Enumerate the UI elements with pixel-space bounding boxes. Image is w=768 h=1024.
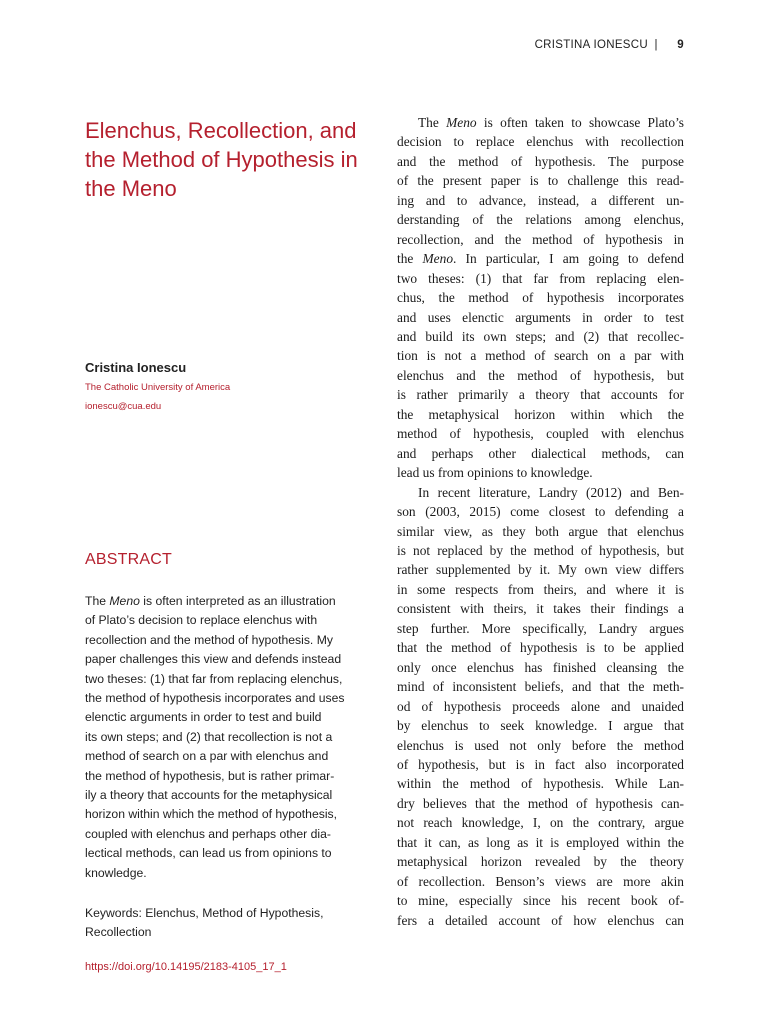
body-line (397, 774, 684, 793)
body-line (397, 113, 684, 132)
text-segment: lead us from opinions to knowledge. (397, 465, 593, 481)
text-segment: and uses elenctic arguments in order to test (397, 309, 684, 325)
body-line (397, 444, 684, 463)
article-title: Elenchus, Recollection, and the Method of Hypothesis in the Meno (85, 118, 358, 201)
text-segment: and perhaps other dialectical methods, can (397, 445, 684, 461)
body-line (397, 424, 684, 443)
body-line (397, 308, 684, 327)
text-segment: that the method of hypothesis is to be applied (397, 640, 684, 656)
abstract-line (85, 670, 375, 689)
abstract-line (85, 631, 375, 650)
body-line (397, 366, 684, 385)
body-line (397, 327, 684, 346)
body-line (397, 833, 684, 852)
text-segment: derstanding of the relations among elenchus, (397, 212, 684, 228)
abstract-line (85, 708, 375, 727)
text-segment: of the present paper is to challenge this read- (397, 173, 684, 189)
doi-link[interactable]: https://doi.org/10.14195/2183-4105_17_1 (85, 961, 287, 973)
text-segment: od of hypothesis proceeds alone and unaided (397, 698, 684, 714)
text-segment: elenchus is used not only before the method (397, 737, 684, 753)
page-number: 9 (677, 39, 684, 51)
body-line (397, 560, 684, 579)
abstract-line (85, 844, 375, 863)
author-name: Cristina Ionescu (85, 360, 187, 375)
abstract-line (85, 611, 375, 630)
running-header-author: CRISTINA IONESCU (534, 39, 648, 51)
body-line (397, 794, 684, 813)
text-segment: chus, the method of hypothesis incorporates (397, 290, 684, 306)
abstract-line (85, 786, 375, 805)
keywords-line: Keywords: Elenchus, Method of Hypothesis, (85, 906, 324, 920)
body-line (397, 191, 684, 210)
author-email-link[interactable]: ionescu@cua.edu (85, 401, 162, 412)
text-segment: of hypothesis, but is in fact also incorporated (397, 756, 684, 772)
text-segment: the method of hypothesis incorporates and uses (85, 691, 345, 706)
text-segment: ily a theory that accounts for the metaphysical (85, 788, 333, 803)
abstract-line (85, 805, 375, 824)
text-segment: coupled with elenchus and perhaps other dia- (85, 826, 331, 841)
running-header (535, 39, 684, 51)
abstract-line (85, 650, 375, 669)
text-segment: not reach knowledge, I, on the contrary, argue (397, 815, 684, 831)
text-segment: of recollection. Benson’s views are more akin (397, 873, 684, 889)
body-line (397, 346, 684, 365)
text-segment: within the method of hypothesis. While Lan- (397, 776, 684, 792)
text-segment: the metaphysical horizon within which the (397, 406, 684, 422)
text-segment: recollection, and the method of hypothesis in (397, 231, 684, 247)
body-line (397, 716, 684, 735)
body-line (397, 249, 684, 268)
text-segment: The (85, 594, 110, 608)
text-segment: of Plato’s decision to replace elenchus with (85, 613, 318, 628)
text-segment: only once elenchus has finished cleansing the (397, 659, 684, 675)
body-line (397, 405, 684, 424)
running-header-separator: | (654, 39, 658, 51)
text-segment: the method of hypothesis, but is rather primar- (85, 768, 335, 783)
abstract-line (85, 747, 375, 766)
text-segment: recollection and the method of hypothesis. My (85, 632, 333, 647)
text-segment: tion is not a method of search on a par with (397, 348, 684, 364)
text-segment: step further. More specifically, Landry argues (397, 620, 684, 636)
body-line (397, 677, 684, 696)
body-line (397, 755, 684, 774)
text-segment: elenchus and the method of hypothesis, but (397, 367, 684, 383)
body-line (397, 483, 684, 502)
text-segment: . In particular, I am going to defend (453, 251, 684, 267)
abstract-heading: ABSTRACT (85, 551, 172, 568)
body-line (397, 580, 684, 599)
body-line (397, 658, 684, 677)
body-line (397, 385, 684, 404)
text-segment: In recent literature, Landry (2012) and Ben- (418, 484, 684, 500)
body-line (397, 619, 684, 638)
text-segment: son (2003, 2015) come closest to defending a (397, 504, 684, 520)
text-segment: elenctic arguments in order to test and build (85, 710, 322, 725)
text-segment: The (418, 115, 447, 130)
body-line (397, 638, 684, 657)
abstract-line (85, 825, 375, 844)
text-segment: that it can, as long as it is employed within the (397, 834, 684, 850)
abstract-text (85, 592, 375, 883)
text-segment: the (397, 251, 423, 267)
body-line (397, 288, 684, 307)
text-segment: and the method of hypothesis. The purpose (397, 153, 684, 169)
text-segment: paper challenges this view and defends instead (85, 652, 342, 667)
body-line (397, 152, 684, 171)
keywords-line: Recollection (85, 925, 152, 940)
text-segment: similar view, as they both argue that elenchus (397, 523, 684, 539)
body-line (397, 736, 684, 755)
body-text-column (397, 113, 684, 930)
body-line (397, 599, 684, 618)
text-segment: decision to replace elenchus with recollection (397, 134, 684, 150)
body-line (397, 230, 684, 249)
body-line (397, 269, 684, 288)
author-affiliation: The Catholic University of America (85, 382, 231, 393)
body-line (397, 813, 684, 832)
keywords (85, 904, 375, 943)
body-line (397, 852, 684, 871)
abstract-line (85, 689, 375, 708)
body-line (397, 132, 684, 151)
abstract-line (85, 592, 375, 611)
italic-title-text: Meno (422, 251, 454, 267)
text-segment: is often interpreted as an illustration (139, 594, 336, 608)
body-line (397, 911, 684, 930)
text-segment: and build its own steps; and (2) that recollec- (397, 328, 684, 344)
body-line (397, 697, 684, 716)
text-segment: in some respects from theirs, and where it is (397, 581, 684, 597)
body-line (397, 502, 684, 521)
text-segment: to mine, especially since his recent book of- (397, 893, 684, 909)
text-segment: is often taken to showcase Plato’s (476, 115, 685, 130)
body-line (397, 872, 684, 891)
text-segment: ing and to advance, instead, a different un- (397, 192, 684, 208)
italic-title-text: Meno (109, 594, 140, 608)
text-segment: horizon within which the method of hypothesis, (85, 807, 338, 822)
text-segment: is not replaced by the method of hypothesis, but (397, 542, 684, 558)
text-segment: method of search on a par with elenchus and (85, 749, 329, 764)
body-line (397, 171, 684, 190)
body-line (397, 891, 684, 910)
text-segment: metaphysical horizon revealed by the theory (397, 854, 684, 870)
text-segment: method of hypothesis, coupled with elenchus (397, 426, 684, 442)
text-segment: is rather primarily a theory that accounts for (397, 387, 684, 403)
abstract-line (85, 767, 375, 786)
body-line (397, 463, 684, 482)
text-segment: by elenchus to seek knowledge. I argue that (397, 718, 684, 734)
text-segment: mind of inconsistent beliefs, and that the meth- (397, 679, 684, 695)
text-segment: dry believes that the method of hypothesis can- (397, 795, 684, 811)
body-line (397, 522, 684, 541)
body-line (397, 210, 684, 229)
text-segment: knowledge. (85, 865, 147, 880)
body-line (397, 541, 684, 560)
abstract-line (85, 864, 375, 883)
text-segment: fers a detailed account of how elenchus can (397, 912, 684, 928)
text-segment: lectical methods, can lead us from opinions to (85, 846, 332, 861)
text-segment: two theses: (1) that far from replacing elen- (397, 270, 684, 286)
italic-title-text: Meno (446, 115, 477, 130)
text-segment: two theses: (1) that far from replacing elenchus, (85, 671, 343, 686)
abstract-line (85, 728, 375, 747)
text-segment: its own steps; and (2) that recollection is not a (85, 729, 333, 744)
text-segment: rather supplemented by it. My own view differs (397, 562, 684, 578)
text-segment: consistent with theirs, it takes their findings a (397, 601, 684, 617)
